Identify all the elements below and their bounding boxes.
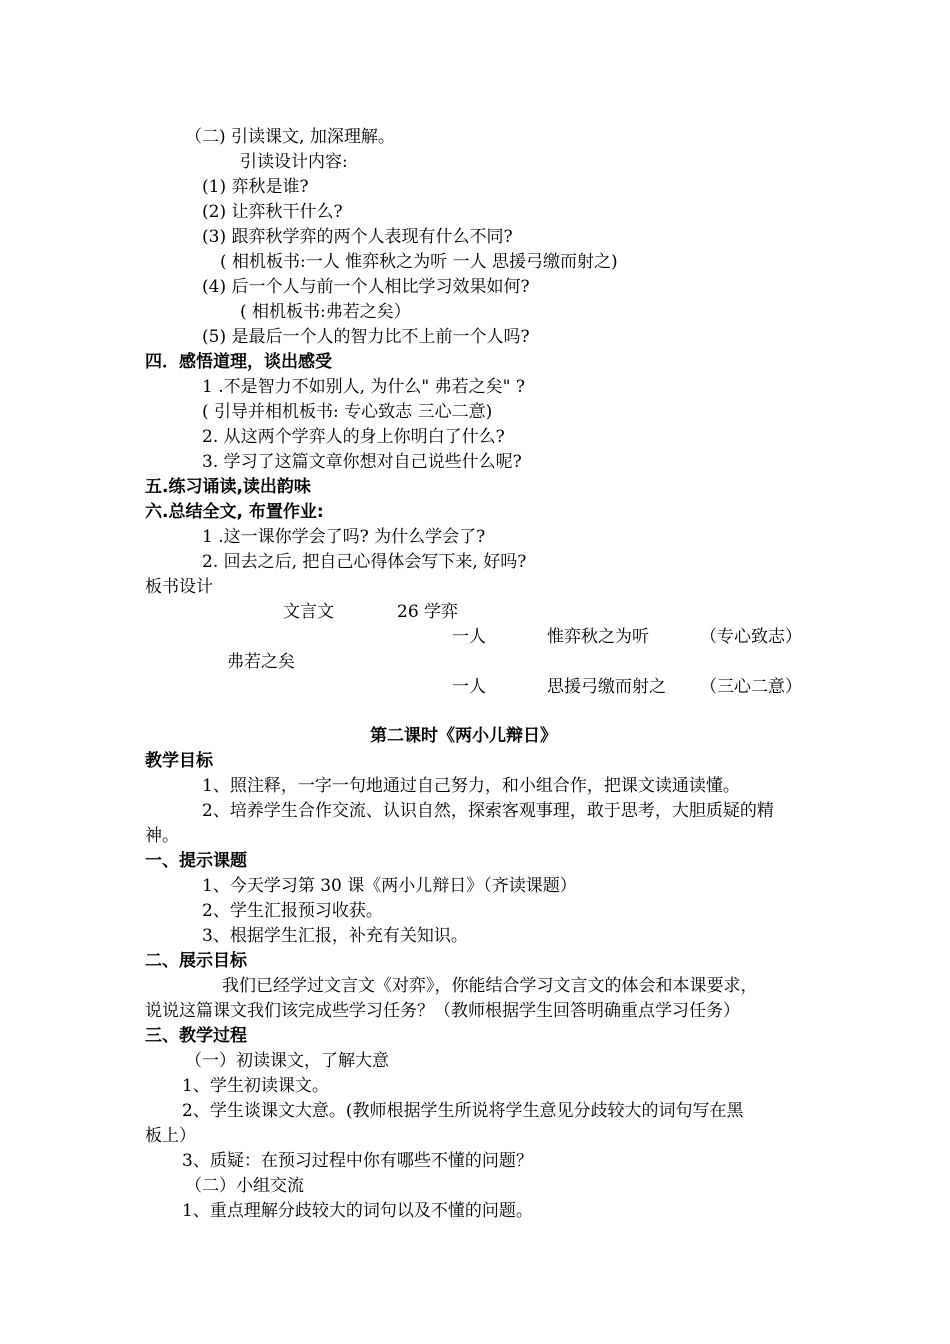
question-2: (2) 让弈秋干什么? bbox=[202, 202, 343, 222]
text-line: 3、质疑：在预习过程中你有哪些不懂的问题？ bbox=[182, 1151, 533, 1171]
board-design-label: 板书设计 bbox=[145, 577, 213, 597]
text-line: 2. 从这两个学弈人的身上你明白了什么? bbox=[202, 427, 505, 447]
board-cell: 思援弓缴而射之 bbox=[547, 677, 666, 697]
question-3: (3) 跟弈秋学弈的两个人表现有什么不同? bbox=[202, 227, 513, 247]
board-cell: 弗若之矣 bbox=[227, 652, 295, 672]
section-heading: 二、展示目标 bbox=[145, 951, 247, 971]
text-line: 1、重点理解分歧较大的词句以及不懂的问题。 bbox=[182, 1201, 533, 1221]
text-line: 3. 学习了这篇文章你想对自己说些什么呢? bbox=[202, 452, 522, 472]
text-line: 2、学生汇报预习收获。 bbox=[202, 901, 383, 921]
subsection-heading: （二) 引读课文, 加深理解。 bbox=[185, 127, 395, 147]
text-line: 2、培养学生合作交流、认识自然，探索客观事理，敢于思考，大胆质疑的精 bbox=[202, 801, 774, 821]
text-line: 1 .这一课你学会了吗? 为什么学会了? bbox=[202, 527, 486, 547]
text-line: 2、学生谈课文大意。(教师根据学生所说将学生意见分歧较大的词句写在黑 bbox=[182, 1101, 744, 1121]
section-heading: 教学目标 bbox=[145, 751, 213, 771]
text-line: 2. 回去之后, 把自己心得体会写下来, 好吗? bbox=[202, 552, 527, 572]
section-heading: 一、提示课题 bbox=[145, 851, 247, 871]
board-title: 26 学弈 bbox=[397, 602, 459, 622]
subsection-heading: （一）初读课文，了解大意 bbox=[185, 1051, 389, 1071]
board-genre: 文言文 bbox=[283, 602, 334, 622]
text-line: 说说这篇课文我们该完成些学习任务？（教师根据学生回答明确重点学习任务） bbox=[145, 1001, 740, 1021]
lesson-title: 第二课时《两小儿辩日》 bbox=[370, 726, 557, 746]
text-line: 引读设计内容: bbox=[240, 152, 348, 172]
text-line: 我们已经学过文言文《对弈》，你能结合学习文言文的体会和本课要求， bbox=[222, 976, 758, 996]
board-cell: 一人 bbox=[452, 627, 486, 647]
board-cell: 一人 bbox=[452, 677, 486, 697]
board-cell: 惟弈秋之为听 bbox=[547, 627, 649, 647]
text-line: 神。 bbox=[145, 826, 179, 846]
text-line: 1、照注释，一字一句地通过自己努力，和小组合作，把课文读通读懂。 bbox=[202, 776, 740, 796]
text-line: 1 .不是智力不如别人, 为什么" 弗若之矣" ? bbox=[202, 377, 525, 397]
text-line: 板上） bbox=[145, 1126, 196, 1146]
text-line: 1、学生初读课文。 bbox=[182, 1076, 329, 1096]
section-heading: 五.练习诵读,读出韵味 bbox=[145, 477, 311, 497]
section-heading: 六.总结全文, 布置作业: bbox=[145, 502, 324, 522]
board-note: ( 相机板书:弗若之矣） bbox=[240, 302, 411, 322]
text-line: 3、根据学生汇报，补充有关知识。 bbox=[202, 926, 468, 946]
section-heading: 四．感悟道理，谈出感受 bbox=[145, 352, 332, 372]
board-note: ( 相机板书:一人 惟弈秋之为听 一人 思援弓缴而射之) bbox=[220, 252, 618, 272]
subsection-heading: （二）小组交流 bbox=[185, 1176, 304, 1196]
section-heading: 三、教学过程 bbox=[145, 1026, 247, 1046]
question-1: (1) 弈秋是谁? bbox=[202, 177, 309, 197]
question-4: (4) 后一个人与前一个人相比学习效果如何? bbox=[202, 277, 530, 297]
text-line: ( 引导并相机板书: 专心致志 三心二意) bbox=[202, 402, 493, 422]
text-line: 1、今天学习第 30 课《两小儿辩日》（齐读课题） bbox=[202, 876, 577, 896]
board-cell: （专心致志） bbox=[700, 627, 802, 647]
question-5: (5) 是最后一个人的智力比不上前一个人吗? bbox=[202, 327, 530, 347]
board-cell: （三心二意） bbox=[700, 677, 802, 697]
